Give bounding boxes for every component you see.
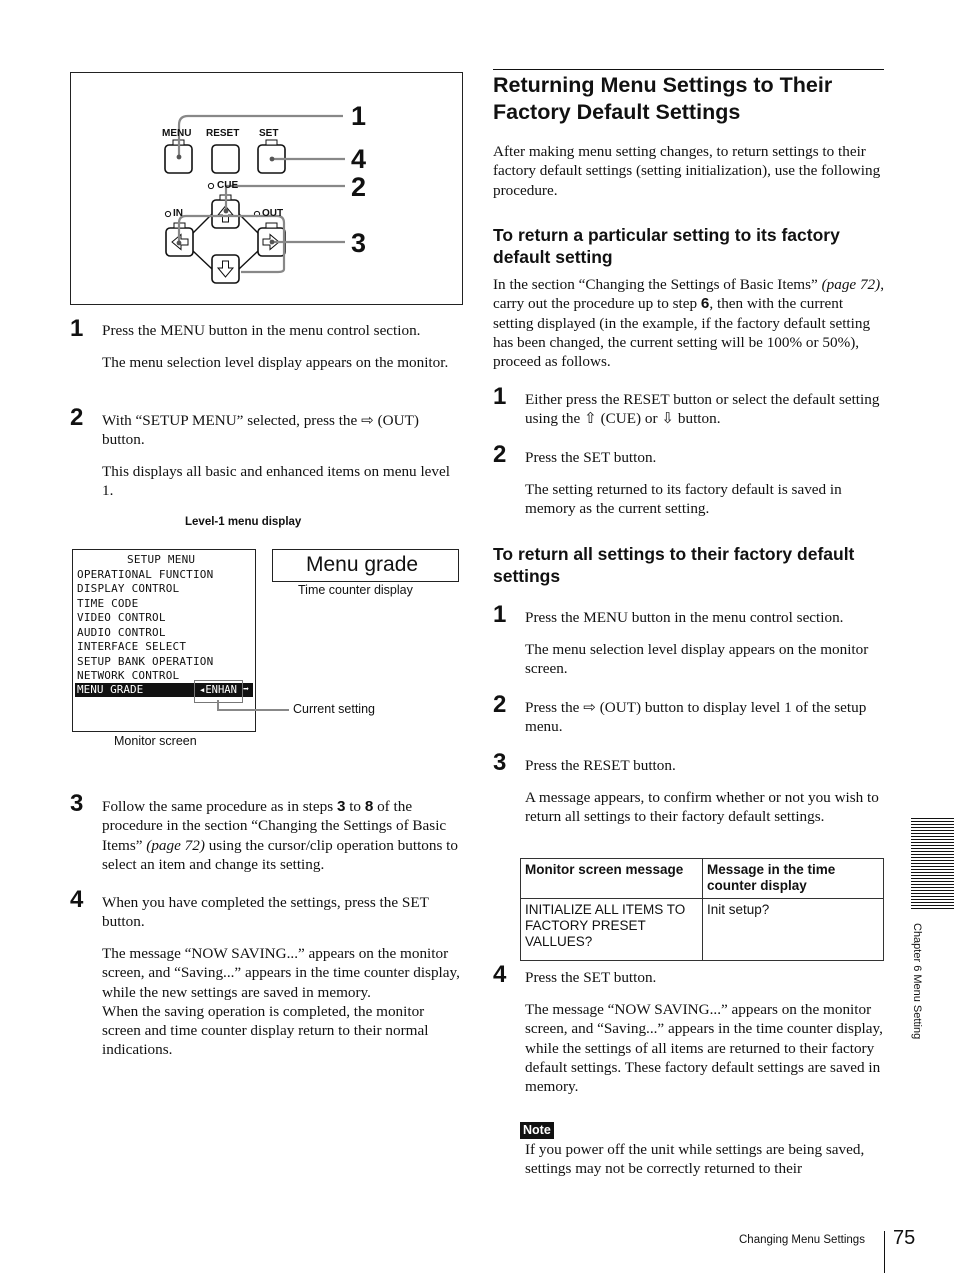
- reset-step-2-text: Press the SET button.: [525, 449, 657, 466]
- subheading-1-intro: [493, 275, 884, 371]
- callout-2: 2: [351, 172, 367, 202]
- text-b: (CUE) or: [596, 410, 662, 428]
- step-ref: 8: [364, 798, 374, 815]
- all-step-1-note: The menu selection level display appears on the monitor screen.: [525, 641, 869, 678]
- step-number: 2: [70, 404, 84, 431]
- callout-3: 3: [351, 228, 367, 258]
- monitor-caption: Monitor screen: [114, 734, 197, 748]
- all-step-4-note: The message “NOW SAVING...” appears on the monitor screen, and “Saving...” appears in the time counter display, while the settings of all items are returned to their factory default settings. These factory default settings are saved in memory.: [525, 1001, 883, 1096]
- menu-title: SETUP MENU: [127, 553, 196, 566]
- menu-item: OPERATIONAL FUNCTION: [77, 567, 214, 581]
- reset-label: RESET: [206, 128, 240, 139]
- reset-button-shape: [212, 145, 239, 173]
- step-3-b: to: [345, 798, 365, 815]
- step-number: 3: [493, 749, 507, 776]
- section-title: Returning Menu Settings to Their Factory Default Settings: [493, 73, 833, 124]
- level1-caption: Level-1 menu display: [185, 516, 302, 528]
- step-4-note-1: The message “NOW SAVING...” appears on the monitor screen, and “Saving...” appears in the time counter display, while the new settings are saved in memory.: [102, 945, 460, 1001]
- step-number: 1: [493, 383, 507, 410]
- step-2-text-b: (OUT) button.: [102, 412, 419, 449]
- step-4-text: When you have completed the settings, press the SET button.: [102, 894, 429, 931]
- step-4-note-2: When the saving operation is completed, the monitor screen and time counter display return to their normal indications.: [102, 1002, 429, 1059]
- time-counter-value: Menu grade: [306, 553, 419, 576]
- reset-step-2-note: The setting returned to its factory default is saved in memory as the current setting.: [525, 481, 842, 518]
- right-arrow-icon: ➡: [243, 684, 250, 695]
- menu-item: NETWORK CONTROL: [77, 669, 180, 682]
- step-1-note: The menu selection level display appears on the monitor.: [102, 354, 449, 371]
- callout-4: 4: [351, 144, 367, 174]
- step-number: 1: [493, 601, 507, 628]
- time-counter-display: [272, 549, 459, 582]
- chapter-label: Chapter 6 Menu Setting: [911, 923, 923, 1040]
- table-row: [521, 899, 884, 961]
- in-label: IN: [173, 208, 183, 219]
- out-arrow-icon: ⇨: [583, 699, 596, 716]
- current-setting-caption: Current setting: [293, 702, 375, 716]
- table-header: Monitor screen message: [521, 859, 703, 899]
- all-step-3-note: A message appears, to confirm whether or not you wish to return all settings to their factory default settings.: [525, 789, 879, 826]
- step-2-note: This displays all basic and enhanced items on menu level 1.: [102, 463, 450, 500]
- step-number: 2: [493, 691, 507, 718]
- title-rule: [493, 69, 884, 70]
- chapter-tab-stripes: [911, 818, 954, 911]
- chapter-tab: [909, 923, 923, 1063]
- all-step-4-text: Press the SET button.: [525, 969, 657, 986]
- table-header-row: [521, 859, 884, 899]
- current-setting-leader: [215, 700, 290, 714]
- cue-label: CUE: [217, 180, 239, 191]
- footer-divider: [884, 1231, 885, 1273]
- current-value: ◂ENHAN: [199, 684, 237, 696]
- all-step-1-text: Press the MENU button in the menu control section.: [525, 609, 844, 626]
- button-diagram: [70, 72, 463, 305]
- page-reference: (page 72): [146, 836, 205, 854]
- menu-item: SETUP BANK OPERATION: [77, 654, 214, 668]
- text-a: Press the: [525, 699, 584, 716]
- section-intro: After making menu setting changes, to return settings to their factory default settings (setting initialization), use the following procedure.: [493, 143, 881, 199]
- step-3-c: of the procedure in the section “Changing the Settings of Basic Items”: [102, 798, 447, 854]
- step-number: 3: [70, 790, 84, 817]
- down-arrow-icon: ⇩: [661, 410, 675, 428]
- step-2-text-a: With “SETUP MENU” selected, press the: [102, 412, 362, 429]
- subheading-particular: To return a particular setting to its factory default setting: [493, 225, 840, 267]
- up-arrow-icon: ⇧: [584, 410, 597, 428]
- out-label: OUT: [262, 208, 284, 219]
- menu-label: MENU: [162, 128, 192, 139]
- all-step-3-text: Press the RESET button.: [525, 757, 676, 774]
- all-step-2-text: [525, 698, 884, 737]
- message-table: [520, 858, 884, 961]
- intro-c: , then with the current setting displayed (in the example, if the factory default setting has been changed, the current setting will be 100% or 50%), proceed as follows.: [493, 295, 871, 371]
- text-a: Either press the RESET button or select the default setting using the: [525, 391, 880, 428]
- step-3-text: [102, 797, 462, 874]
- reset-step-1-text: [525, 390, 884, 429]
- step-number: 2: [493, 441, 507, 468]
- table-header: Message in the time counter display: [703, 859, 884, 899]
- table-cell: Init setup?: [703, 899, 884, 961]
- menu-grade-label: MENU GRADE: [77, 683, 144, 696]
- menu-item: AUDIO CONTROL: [77, 625, 166, 639]
- step-3-d: using the cursor/clip operation buttons to select an item and change its setting.: [102, 836, 458, 873]
- step-4-note: [102, 944, 462, 1060]
- step-number: 4: [70, 886, 84, 913]
- set-label: SET: [259, 128, 279, 139]
- out-arrow-icon: ⇨: [361, 412, 374, 429]
- page-reference: (page 72): [821, 276, 881, 293]
- menu-item: DISPLAY CONTROL: [77, 582, 180, 595]
- intro-a: In the section “Changing the Settings of Basic Items”: [493, 276, 822, 293]
- step-ref: 6: [700, 295, 710, 313]
- menu-item: VIDEO CONTROL: [77, 611, 166, 624]
- subheading-all: To return all settings to their factory default settings: [493, 544, 855, 586]
- table-cell: INITIALIZE ALL ITEMS TO FACTORY PRESET VALLUES?: [521, 899, 703, 961]
- step-3-a: Follow the same procedure as in steps: [102, 798, 337, 815]
- step-number: 1: [70, 315, 84, 342]
- control-panel-illustration: [71, 73, 462, 304]
- note-text: If you power off the unit while settings are being saved, settings may not be correctly returned to their: [525, 1141, 865, 1178]
- intro-b: , carry out the procedure up to step: [493, 276, 884, 313]
- step-number: 4: [493, 961, 507, 988]
- step-ref: 3: [336, 798, 346, 815]
- time-counter-caption: Time counter display: [298, 583, 413, 597]
- callout-1: 1: [351, 101, 367, 131]
- step-1-text: Press the MENU button in the menu control section.: [102, 322, 421, 339]
- menu-item: INTERFACE SELECT: [77, 640, 187, 653]
- footer-section: Changing Menu Settings: [739, 1234, 865, 1246]
- step-2-text: [102, 411, 462, 450]
- text-c: button.: [674, 410, 721, 428]
- menu-item: TIME CODE: [77, 596, 139, 610]
- page-number: 75: [893, 1227, 916, 1249]
- note-badge: Note: [520, 1122, 554, 1139]
- text-b: (OUT) button to display level 1 of the setup menu.: [525, 699, 867, 736]
